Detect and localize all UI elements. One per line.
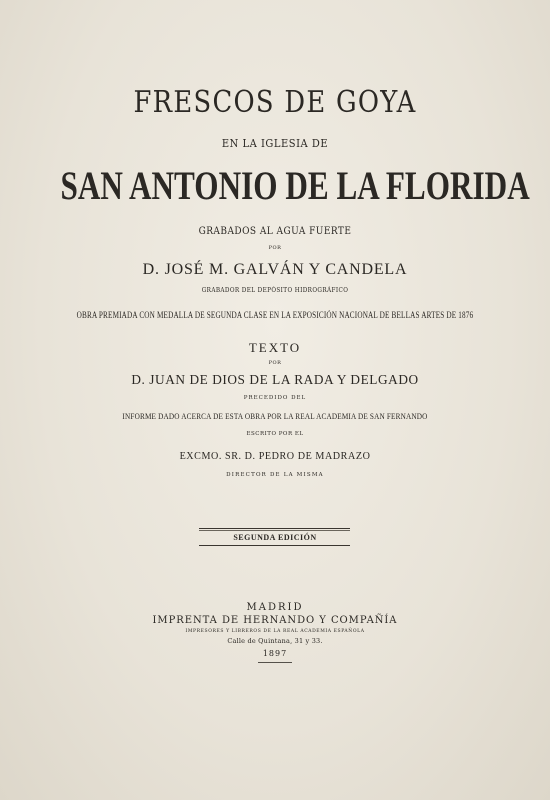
report-author: EXCMO. SR. D. PEDRO DE MADRAZO [179, 450, 371, 462]
edition-label: SEGUNDA EDICIÓN [233, 533, 317, 542]
imprint-city: MADRID [246, 602, 304, 613]
engraver-role: GRABADOR DEL DEPÓSITO HIDROGRÁFICO [201, 287, 349, 294]
text-author: D. JUAN DE DIOS DE LA RADA Y DELGADO [131, 373, 419, 388]
year-rule [258, 662, 292, 663]
imprint-press-role: IMPRESORES Y LIBREROS DE LA REAL ACADEMIA ESPAÑOLA [185, 629, 365, 634]
written-by: ESCRITO POR EL [246, 431, 304, 437]
report-author-role: DIRECTOR DE LA MISMA [226, 472, 324, 478]
report-line: INFORME DADO ACERCA DE ESTA OBRA POR LA REAL ACADEMIA DE SAN FERNANDO [122, 411, 428, 421]
book-title: FRESCOS DE GOYA [133, 85, 417, 120]
texto-heading: TEXTO [248, 340, 302, 355]
imprint-address: Calle de Quintana, 31 y 33. [227, 637, 323, 645]
engraver-name: D. JOSÉ M. GALVÁN Y CANDELA [142, 261, 408, 278]
award-line: OBRA PREMIADA CON MEDALLA DE SEGUNDA CLASE EN LA EXPOSICIÓN NACIONAL DE BELLAS ARTES DE 1876 [76, 310, 474, 320]
por-label-2: POR [268, 360, 282, 366]
preceded-by: PRECEDIDO DEL [243, 395, 307, 401]
subtitle-line: EN LA IGLESIA DE [221, 137, 329, 150]
engraving-line: GRABADOS AL AGUA FUERTE [198, 226, 352, 237]
por-label: POR [268, 245, 282, 251]
imprint-year: 1897 [262, 649, 288, 658]
imprint-press: IMPRENTA DE HERNANDO Y COMPAÑÍA [152, 614, 398, 626]
main-title: SAN ANTONIO DE LA FLORIDA [60, 163, 530, 208]
